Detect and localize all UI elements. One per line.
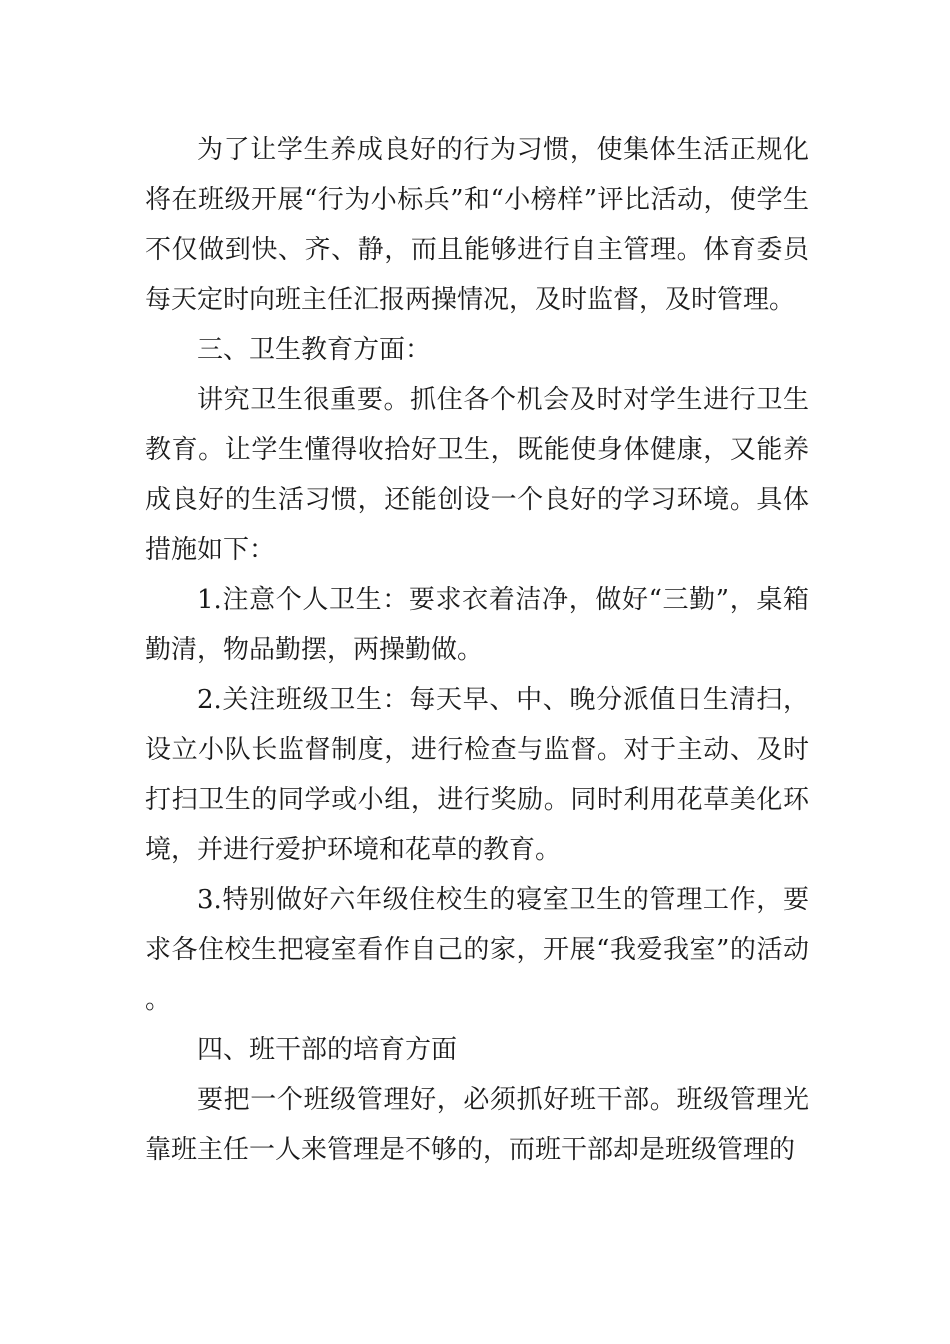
list-item-dormitory-hygiene: 3.特别做好六年级住校生的寝室卫生的管理工作，要求各住校生把寝室看作自己的家，开展“我爱我室”的活动。 (145, 885, 809, 1015)
paragraph-hygiene-intro: 讲究卫生很重要。抓住各个机会及时对学生进行卫生教育。让学生懂得收拾好卫生，既能使身体健康，又能养成良好的生活习惯，还能创设一个良好的学习环境。具体措施如下： (145, 385, 809, 565)
paragraph-behavior-habits: 为了让学生养成良好的行为习惯，使集体生活正规化将在班级开展“行为小标兵”和“小榜样”评比活动，使学生不仅做到快、齐、静，而且能够进行自主管理。体育委员每天定时向班主任汇报两操情况，及时监督，及时管理。 (145, 135, 809, 315)
document-body (145, 125, 809, 1175)
list-item-personal-hygiene: 1.注意个人卫生：要求衣着洁净，做好“三勤”，桌箱勤清，物品勤摆，两操勤做。 (145, 585, 809, 665)
section-heading-hygiene: 三、卫生教育方面： (197, 335, 432, 365)
section-heading-class-cadres: 四、班干部的培育方面 (197, 1035, 458, 1065)
paragraph-class-cadres: 要把一个班级管理好，必须抓好班干部。班级管理光靠班主任一人来管理是不够的，而班干部却是班级管理的 (145, 1085, 809, 1165)
list-item-class-hygiene: 2.关注班级卫生：每天早、中、晚分派值日生清扫，设立小队长监督制度，进行检查与监督。对于主动、及时打扫卫生的同学或小组，进行奖励。同时利用花草美化环境，并进行爱护环境和花草的教育。 (145, 685, 809, 865)
